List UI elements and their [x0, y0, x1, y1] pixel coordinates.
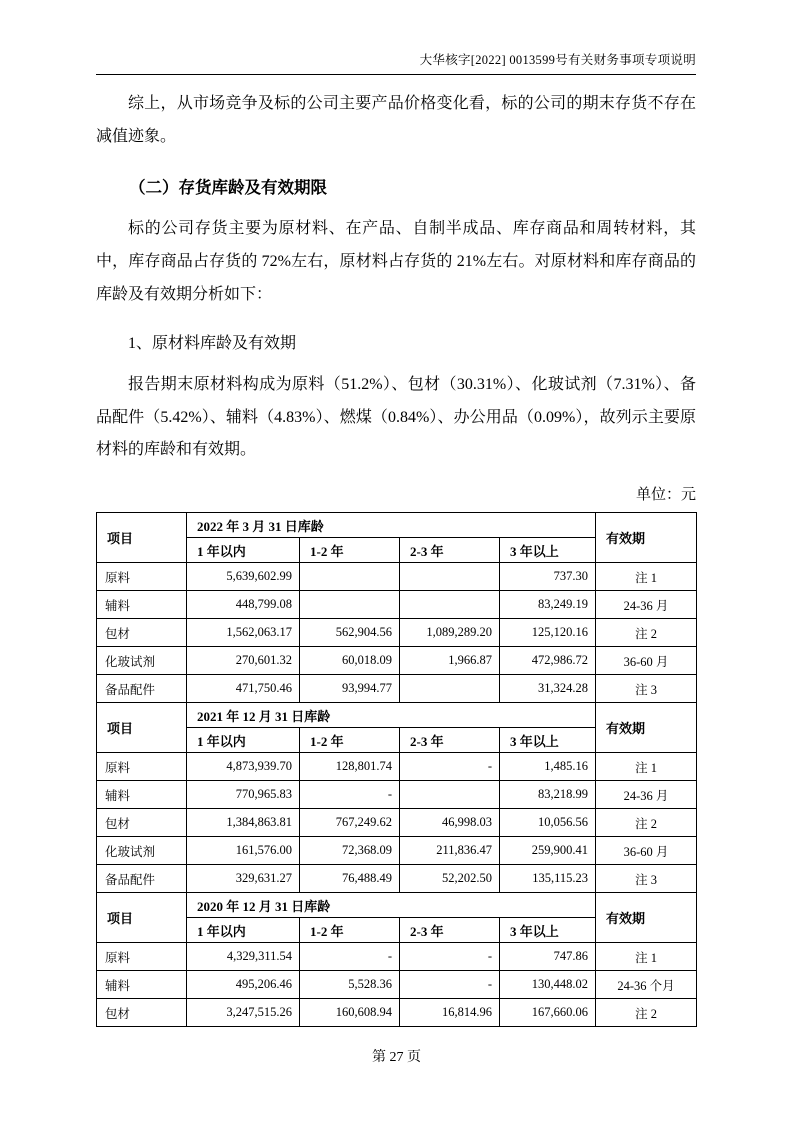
row-age-value: 471,750.46: [187, 675, 300, 703]
table-row: [97, 563, 697, 591]
row-age-value: 16,814.96: [400, 999, 500, 1027]
row-item-label: 原料: [97, 943, 187, 971]
table-header-item: 项目: [97, 513, 187, 563]
row-age-value: 60,018.09: [300, 647, 400, 675]
row-item-label: 备品配件: [97, 865, 187, 893]
row-validity: 24-36 个月: [596, 971, 697, 999]
row-age-value: 130,448.02: [500, 971, 596, 999]
table-row: [97, 971, 697, 999]
row-age-value: 52,202.50: [400, 865, 500, 893]
table-row: [97, 781, 697, 809]
table-header-age-bucket: 1-2 年: [300, 918, 400, 943]
table-header-age-bucket: 3 年以上: [500, 728, 596, 753]
row-age-value: 270,601.32: [187, 647, 300, 675]
table-header-age-bucket: 2-3 年: [400, 918, 500, 943]
table-header-validity: 有效期: [596, 893, 697, 943]
row-validity: 36-60 月: [596, 647, 697, 675]
row-validity: 36-60 月: [596, 837, 697, 865]
table-header-age-bucket: 2-3 年: [400, 538, 500, 563]
table-header-age-bucket: 1 年以内: [187, 538, 300, 563]
row-age-value: 472,986.72: [500, 647, 596, 675]
row-age-value: [400, 675, 500, 703]
table-header-row: [97, 513, 697, 538]
row-age-value: 737.30: [500, 563, 596, 591]
row-item-label: 辅料: [97, 781, 187, 809]
subsection-heading-raw-materials: 1、原材料库龄及有效期: [128, 334, 297, 352]
table-row: [97, 809, 697, 837]
row-age-value: 1,485.16: [500, 753, 596, 781]
row-validity: 注 2: [596, 619, 697, 647]
row-age-value: 329,631.27: [187, 865, 300, 893]
row-item-label: 备品配件: [97, 675, 187, 703]
table-header-item: 项目: [97, 703, 187, 753]
table-section-title: 2021 年 12 月 31 日库龄: [187, 703, 596, 728]
row-item-label: 辅料: [97, 971, 187, 999]
table-row: [97, 591, 697, 619]
table-section-title: 2020 年 12 月 31 日库龄: [187, 893, 596, 918]
row-item-label: 化玻试剂: [97, 647, 187, 675]
table-header-age-bucket: 1-2 年: [300, 538, 400, 563]
table-row: [97, 837, 697, 865]
row-age-value: 495,206.46: [187, 971, 300, 999]
row-age-value: 83,249.19: [500, 591, 596, 619]
paragraph-inventory-composition: 标的公司存货主要为原材料、在产品、自制半成品、库存商品和周转材料，其中，库存商品占存货的 72%左右，原材料占存货的 21%左右。对原材料和库存商品的库龄及有效期分析如下：: [96, 220, 696, 303]
row-age-value: 4,329,311.54: [187, 943, 300, 971]
row-age-value: [400, 563, 500, 591]
row-age-value: 448,799.08: [187, 591, 300, 619]
row-item-label: 包材: [97, 619, 187, 647]
row-age-value: 1,384,863.81: [187, 809, 300, 837]
row-age-value: 747.86: [500, 943, 596, 971]
table-header-age-bucket: 3 年以上: [500, 918, 596, 943]
row-validity: 24-36 月: [596, 781, 697, 809]
row-age-value: -: [400, 971, 500, 999]
row-validity: 注 1: [596, 943, 697, 971]
row-age-value: 259,900.41: [500, 837, 596, 865]
row-item-label: 包材: [97, 809, 187, 837]
table-header-age-bucket: 3 年以上: [500, 538, 596, 563]
table-row: [97, 943, 697, 971]
row-item-label: 化玻试剂: [97, 837, 187, 865]
table-header-validity: 有效期: [596, 703, 697, 753]
row-age-value: 135,115.23: [500, 865, 596, 893]
row-age-value: 770,965.83: [187, 781, 300, 809]
row-item-label: 辅料: [97, 591, 187, 619]
row-age-value: -: [400, 753, 500, 781]
table-header-age-bucket: 2-3 年: [400, 728, 500, 753]
row-age-value: 167,660.06: [500, 999, 596, 1027]
row-age-value: 1,089,289.20: [400, 619, 500, 647]
row-age-value: [300, 591, 400, 619]
row-age-value: [400, 781, 500, 809]
row-item-label: 原料: [97, 563, 187, 591]
row-validity: 注 1: [596, 753, 697, 781]
row-age-value: 46,998.03: [400, 809, 500, 837]
row-age-value: 1,966.87: [400, 647, 500, 675]
section-heading-inventory-aging: （二）存货库龄及有效期限: [129, 177, 327, 197]
row-age-value: 93,994.77: [300, 675, 400, 703]
row-age-value: 10,056.56: [500, 809, 596, 837]
row-validity: 注 2: [596, 809, 697, 837]
paragraph-conclusion: 综上，从市场竞争及标的公司主要产品价格变化看，标的公司的期末存货不存在减值迹象。: [96, 95, 696, 145]
table-section-title: 2022 年 3 月 31 日库龄: [187, 513, 596, 538]
table-row: [97, 865, 697, 893]
table-header-item: 项目: [97, 893, 187, 943]
row-age-value: 72,368.09: [300, 837, 400, 865]
row-age-value: 161,576.00: [187, 837, 300, 865]
row-age-value: 1,562,063.17: [187, 619, 300, 647]
row-age-value: 5,639,602.99: [187, 563, 300, 591]
paragraph-raw-material-breakdown: 报告期末原材料构成为原料（51.2%）、包材（30.31%）、化玻试剂（7.31%）、备品配件（5.42%）、辅料（4.83%）、燃煤（0.84%）、办公用品（0.09%），故列示主要原材料的库龄和有效期。: [96, 375, 696, 459]
row-validity: 注 1: [596, 563, 697, 591]
table-header-validity: 有效期: [596, 513, 697, 563]
unit-label: 单位：元: [635, 487, 696, 504]
table-header-age-bucket: 1 年以内: [187, 918, 300, 943]
row-age-value: 76,488.49: [300, 865, 400, 893]
table-header-age-bucket: 1-2 年: [300, 728, 400, 753]
row-age-value: 83,218.99: [500, 781, 596, 809]
table-row: [97, 675, 697, 703]
row-age-value: 5,528.36: [300, 971, 400, 999]
table-header-age-bucket: 1 年以内: [187, 728, 300, 753]
table-row: [97, 753, 697, 781]
page-footer: [0, 1046, 793, 1066]
row-validity: 注 3: [596, 675, 697, 703]
row-age-value: [400, 591, 500, 619]
page-header: [96, 50, 696, 75]
row-age-value: -: [400, 943, 500, 971]
row-age-value: 31,324.28: [500, 675, 596, 703]
table-header-row: [97, 893, 697, 918]
inventory-aging-table: [96, 512, 697, 1027]
table-header-row: [97, 703, 697, 728]
table-row: [97, 619, 697, 647]
row-age-value: 160,608.94: [300, 999, 400, 1027]
row-age-value: 4,873,939.70: [187, 753, 300, 781]
row-age-value: 562,904.56: [300, 619, 400, 647]
row-validity: 24-36 月: [596, 591, 697, 619]
row-age-value: 211,836.47: [400, 837, 500, 865]
row-age-value: 767,249.62: [300, 809, 400, 837]
table-row: [97, 999, 697, 1027]
document-body: [96, 88, 696, 1027]
row-validity: 注 2: [596, 999, 697, 1027]
page-number: 第 27 页: [372, 1050, 421, 1065]
row-age-value: -: [300, 943, 400, 971]
row-age-value: 128,801.74: [300, 753, 400, 781]
row-age-value: -: [300, 781, 400, 809]
row-age-value: 3,247,515.26: [187, 999, 300, 1027]
row-age-value: 125,120.16: [500, 619, 596, 647]
row-age-value: [300, 563, 400, 591]
row-item-label: 包材: [97, 999, 187, 1027]
table-row: [97, 647, 697, 675]
row-validity: 注 3: [596, 865, 697, 893]
header-doc-ref: 大华核字[2022] 0013599号有关财务事项专项说明: [419, 53, 696, 67]
row-item-label: 原料: [97, 753, 187, 781]
